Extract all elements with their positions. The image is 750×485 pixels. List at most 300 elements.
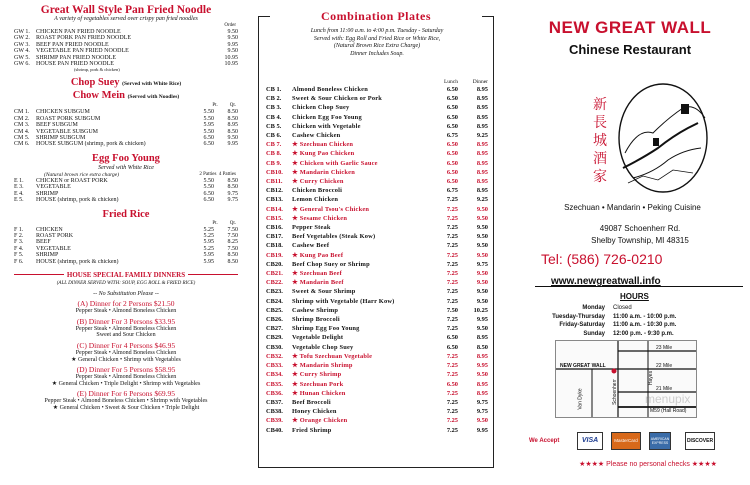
combo-lunch-price: 6.75 — [446, 187, 458, 195]
item-code: E 3. — [14, 184, 24, 191]
combo-lunch-price: 6.50 — [446, 141, 458, 149]
item-name: BEEF SUBGUM — [36, 122, 78, 129]
combo-lunch-price: 6.50 — [446, 95, 458, 103]
egg-sub2: (Natural brown rice extra charge) — [44, 171, 120, 178]
item-name: VEGETABLE — [36, 245, 71, 252]
hours-day: Monday — [582, 305, 605, 311]
rice-title: Fried Rice — [102, 208, 150, 220]
item-code: GW 6. — [14, 61, 30, 68]
combo-name: Chicken with Vegetable — [292, 122, 361, 130]
item-price: 10.95 — [224, 61, 238, 68]
combo-lunch-price: 7.25 — [446, 362, 458, 370]
item-price: 9.50 — [227, 29, 238, 35]
combo-dinner-price: 9.50 — [476, 270, 488, 278]
combo-row — [266, 416, 488, 425]
combo-lunch-price: 7.25 — [446, 242, 458, 250]
combo-lunch-price: 7.25 — [446, 270, 458, 278]
address-line1: 49087 Schoenherr Rd. — [599, 224, 681, 233]
family-dinner — [14, 299, 238, 315]
col-2-patties: 2 Patties — [199, 171, 217, 177]
family-dinner-line1: Pepper Steak • Almond Boneless Chicken • Shrimp with Vegetables — [44, 398, 208, 405]
combo-lunch-price: 6.50 — [446, 150, 458, 158]
combo-lunch-price: 6.50 — [446, 168, 458, 176]
combo-info4: Dinner Includes Soup. — [350, 50, 404, 57]
combo-lunch-price: 7.25 — [446, 408, 458, 416]
combo-code: CB39. — [266, 417, 283, 425]
combo-dinner-price: 8.95 — [476, 380, 488, 388]
item-price: 7.50 — [227, 245, 238, 252]
brand-panel — [505, 0, 750, 485]
combo-name: Sweet & Sour Chicken or Pork — [292, 95, 383, 103]
item-name: VEGETABLE — [36, 184, 71, 191]
combo-row — [266, 361, 488, 370]
combo-dinner-price: 8.95 — [476, 86, 488, 93]
combo-code: CB32. — [266, 352, 283, 360]
combo-row — [266, 223, 488, 232]
combo-code: CB20. — [266, 260, 283, 268]
col-order: Order — [224, 23, 236, 28]
family-rule-left — [14, 274, 64, 275]
family-dinner-line2: ★ General Chicken • Shrimp with Vegetables — [71, 356, 181, 363]
combo-lunch-price: 6.50 — [446, 159, 458, 167]
chinese-name-vertical — [591, 96, 609, 186]
combo-row — [266, 94, 488, 103]
combo-name: Vegetable Delight — [292, 334, 344, 342]
item-name: SHRIMP PAN FRIED NOODLE — [36, 54, 117, 61]
map-road-vandyke: Van Dyke — [577, 388, 584, 410]
item-price: 10.95 — [224, 54, 238, 61]
item-code: E 1. — [14, 177, 24, 184]
item-price: 9.75 — [227, 197, 238, 204]
hours-day: Sunday — [583, 330, 605, 337]
combo-code: CB26. — [266, 316, 283, 324]
item-name: CHICKEN SUBGUM — [36, 109, 90, 116]
combo-code: CB10. — [266, 168, 283, 176]
combo-dinner-price: 9.50 — [476, 288, 488, 296]
item-name: ROAST PORK PAN FRIED NOODLE — [36, 35, 132, 42]
combo-row — [266, 297, 488, 306]
combo-lunch-price: 6.50 — [446, 178, 458, 186]
combo-code: CB 8. — [266, 150, 282, 158]
combination-info — [264, 28, 490, 58]
combo-code: CB 3. — [266, 104, 282, 112]
combo-lunch-price: 7.25 — [446, 297, 458, 305]
combo-name: Lemon Chicken — [292, 196, 339, 204]
family-dinner-line1: Pepper Steak • Almond Boneless Chicken — [75, 374, 177, 381]
chopsuey-row — [14, 141, 238, 147]
item-price: 8.50 — [227, 258, 238, 265]
combo-dinner-price: 8.95 — [476, 168, 488, 176]
combo-dinner-price: 9.50 — [476, 371, 488, 379]
item-name: ROAST PORK — [36, 232, 74, 239]
combo-code: CB17. — [266, 233, 283, 241]
combo-name: Beef Chop Suey or Shrimp — [292, 260, 370, 268]
combo-lunch-price: 6.75 — [446, 132, 458, 140]
hours-row — [535, 330, 745, 339]
item-price: 8.50 — [227, 109, 238, 116]
watermark: menupix — [645, 392, 691, 406]
hours-time: Closed — [613, 305, 632, 311]
combo-lunch-price: 7.25 — [446, 214, 458, 222]
family-dinner-line2: ★ General Chicken • Sweet & Sour Chicken • Triple Delight — [52, 404, 200, 411]
noodle-title: Great Wall Style Pan Fried Noodle — [40, 4, 212, 16]
item-code: CM 1. — [14, 109, 30, 116]
combo-code: CB19. — [266, 251, 283, 259]
combo-lunch-price: 6.50 — [446, 343, 458, 351]
combo-dinner-price: 8.95 — [476, 95, 488, 103]
egg-title: Egg Foo Young — [92, 152, 160, 164]
hours-row — [535, 313, 745, 322]
combo-row — [266, 113, 488, 122]
combo-name: ★ Szechuan Beef — [292, 270, 342, 278]
combo-name: ★ Chicken with Garlic Sauce — [292, 159, 378, 167]
location-map — [555, 340, 697, 418]
combo-dinner-price: 8.95 — [476, 104, 488, 112]
combo-name: ★ Mandarin Shrimp — [292, 362, 353, 370]
brand-tagline: Chinese Restaurant — [568, 42, 692, 57]
col-lunch: Lunch — [443, 79, 458, 85]
item-price: 9.50 — [227, 48, 238, 55]
item-name: HOUSE PAN FRIED NOODLE — [36, 61, 114, 68]
cuisine-line: Szechuan • Mandarin • Peking Cuisine — [564, 203, 701, 212]
combo-code: CB 1. — [266, 86, 282, 93]
combo-dinner-price: 8.95 — [476, 159, 488, 167]
item-code: GW 4. — [14, 48, 30, 55]
combo-row — [266, 149, 488, 158]
item-code: GW 2. — [14, 35, 30, 42]
family-rule-right — [188, 274, 238, 275]
combo-row — [266, 159, 488, 168]
combo-dinner-price: 8.95 — [476, 334, 488, 342]
map-road-21mile: 21 Mile — [656, 386, 673, 392]
combo-row — [266, 168, 488, 177]
combo-row — [266, 205, 488, 214]
combo-info1: Lunch from 11:00 a.m. to 4:00 p.m. Tuesday - Saturday — [310, 28, 444, 34]
family-dinner-title: (C) Dinner For 4 Persons $46.95 — [76, 340, 176, 350]
rice-list — [14, 227, 238, 265]
combo-dinner-price: 9.50 — [476, 214, 488, 222]
item-price: 8.25 — [227, 239, 238, 246]
combo-dinner-price: 9.75 — [476, 398, 488, 406]
combo-lunch-price: 6.50 — [446, 380, 458, 388]
map-road-22mile: 22 Mile — [656, 363, 673, 369]
item-code: CM 5. — [14, 135, 30, 142]
website[interactable]: www.newgreatwall.info — [551, 276, 661, 287]
item-name: SHRIMP — [36, 190, 59, 197]
item-name: ROAST PORK SUBGUM — [36, 115, 101, 122]
family-title: HOUSE SPECIAL FAMILY DINNERS — [66, 270, 186, 279]
item-price: 8.50 — [227, 128, 238, 135]
combo-code: CB24. — [266, 297, 283, 305]
combo-code: CB35. — [266, 380, 283, 388]
map-road-23mile: 23 Mile — [656, 345, 673, 351]
item-code: F 5. — [14, 252, 24, 259]
combo-name: Almond Boneless Chicken — [292, 86, 368, 93]
item-code: F 3. — [14, 239, 24, 246]
item-price: 5.25 — [203, 226, 214, 233]
combo-lunch-price: 6.50 — [446, 86, 458, 93]
item-price: 5.25 — [203, 232, 214, 239]
combo-name: ★ Hunan Chicken — [292, 389, 346, 397]
combo-row — [266, 278, 488, 287]
combo-lunch-price: 6.50 — [446, 122, 458, 130]
combo-dinner-price: 9.50 — [476, 251, 488, 259]
combo-row — [266, 241, 488, 250]
noodle-subtitle: A variety of vegetables served over crispy pan fried noodles — [54, 16, 198, 22]
combo-row — [266, 398, 488, 407]
col-dinner: Dinner — [472, 79, 488, 85]
col-qt: Qt. — [229, 103, 236, 109]
egg-row — [14, 197, 238, 203]
item-name: VEGETABLE SUBGUM — [36, 128, 99, 135]
combo-code: CB12. — [266, 187, 283, 195]
item-name: SHRIMP — [36, 252, 59, 259]
combo-row — [266, 315, 488, 324]
combo-row — [266, 426, 488, 435]
combo-lunch-price: 7.25 — [446, 233, 458, 241]
combo-dinner-price: 9.50 — [476, 297, 488, 305]
combo-row — [266, 343, 488, 352]
combo-row — [266, 103, 488, 112]
card-discover: DISCOVER — [685, 432, 715, 450]
combo-row — [266, 195, 488, 204]
family-dinner-title: (A) Dinner for 2 Persons $21.50 — [77, 299, 175, 309]
egg-list — [14, 178, 238, 204]
combo-lunch-price: 7.25 — [446, 325, 458, 333]
combo-name: ★ Mandarin Beef — [292, 279, 344, 287]
item-price: 8.50 — [227, 252, 238, 259]
combo-code: CB 6. — [266, 132, 282, 140]
item-name: HOUSE (shrimp, pork & chicken) — [36, 258, 119, 265]
item-name: HOUSE SUBGUM (shrimp, pork & chicken) — [36, 141, 146, 148]
combo-dinner-price: 9.25 — [476, 196, 488, 204]
item-code: CM 3. — [14, 122, 30, 129]
item-price: 8.50 — [227, 115, 238, 122]
phone-number[interactable]: (586) 726-0210 — [566, 251, 663, 267]
combo-name: Shrimp Egg Foo Young — [292, 325, 360, 333]
combo-name: Shrimp with Vegetable (Harr Kow) — [292, 297, 395, 305]
combo-lunch-price: 6.50 — [446, 104, 458, 112]
combo-name: ★ Kung Pao Beef — [292, 251, 344, 259]
combo-info2: Served with: Egg Roll and Fried Rice or White Rice, — [313, 35, 441, 42]
combo-name: ★ Szechuan Pork — [292, 380, 344, 388]
item-price: 8.50 — [227, 177, 238, 184]
combo-dinner-price: 9.95 — [476, 426, 488, 434]
family-list — [14, 299, 238, 411]
item-name: SHRIMP SUBGUM — [36, 135, 86, 142]
rice-col-qt: Qt. — [229, 220, 236, 226]
combo-row — [266, 269, 488, 278]
item-price: 8.50 — [227, 184, 238, 191]
combo-name: ★ Tofu Szechuan Vegetable — [292, 352, 373, 360]
combo-lunch-price: 7.25 — [446, 205, 458, 213]
combo-name: ★ General Tsou's Chicken — [292, 205, 370, 213]
combo-lunch-price: 7.25 — [446, 389, 458, 397]
item-code: CM 6. — [14, 141, 30, 148]
rice-col-pt: Pt. — [212, 220, 218, 226]
combo-row — [266, 324, 488, 333]
combo-code: CB16. — [266, 224, 283, 232]
egg-sub1: Served with White Rice — [98, 164, 154, 171]
item-price: 6.50 — [203, 190, 214, 197]
combo-dinner-price: 9.50 — [476, 279, 488, 287]
combo-code: CB37. — [266, 398, 283, 406]
combo-lunch-price: 7.25 — [446, 426, 458, 434]
family-dinner — [14, 365, 238, 387]
col-pt: Pt. — [212, 103, 218, 109]
chinese-name-text: 新長城酒家 — [593, 97, 607, 185]
combo-code: CB34. — [266, 371, 283, 379]
combo-dinner-price: 9.50 — [476, 242, 488, 250]
combo-lunch-price: 7.25 — [446, 371, 458, 379]
combo-row — [266, 306, 488, 315]
combo-dinner-price: 8.95 — [476, 389, 488, 397]
hours-time: 11:00 a.m. - 10:30 p.m. — [613, 322, 677, 328]
combo-code: CB18. — [266, 242, 283, 250]
combo-name: ★ Szechuan Chicken — [292, 141, 354, 149]
item-price: 5.50 — [203, 184, 214, 191]
item-code: E 4. — [14, 190, 24, 197]
family-dinner-title: (B) Dinner For 3 Persons $33.95 — [76, 316, 176, 326]
combo-lunch-price: 6.50 — [446, 113, 458, 121]
family-dinner-line2: Sweet and Sour Chicken — [96, 332, 156, 339]
combo-row — [266, 287, 488, 296]
tel-label: Tel: — [541, 251, 563, 267]
combo-info3: (Natural Brown Rice Extra Charge) — [333, 43, 421, 49]
combo-name: Vegetable Chop Suey — [292, 343, 354, 351]
combo-dinner-price: 9.75 — [476, 260, 488, 268]
combo-code: CB27. — [266, 325, 283, 333]
item-price: 5.50 — [203, 177, 214, 184]
item-code: CM 2. — [14, 115, 30, 122]
combo-code: CB33. — [266, 362, 283, 370]
item-code: CM 4. — [14, 128, 30, 135]
family-dinner-line1: Pepper Steak • Almond Boneless Chicken — [75, 308, 177, 315]
left-menu-panel — [0, 0, 248, 485]
item-name: HOUSE (shrimp, pork & chicken) — [36, 197, 119, 204]
item-price: 5.95 — [203, 252, 214, 259]
map-restaurant-label: NEW GREAT WALL — [560, 363, 606, 369]
combo-name: Cashew Shrimp — [292, 306, 339, 314]
chopsuey-list — [14, 109, 238, 147]
combo-name: ★ Mandarin Chicken — [292, 168, 355, 176]
map-road-m59: M59 (Hall Road) — [650, 408, 687, 414]
family-dinner-title: (E) Dinner For 6 Persons $69.95 — [77, 389, 175, 399]
combo-dinner-price: 8.95 — [476, 122, 488, 130]
item-price: 5.25 — [203, 245, 214, 252]
combo-dinner-price: 9.95 — [476, 362, 488, 370]
combo-row — [266, 232, 488, 241]
combo-code: CB21. — [266, 270, 283, 278]
no-checks-note: ★★★★ Please no personal checks ★★★★ — [579, 461, 717, 468]
combo-row — [266, 122, 488, 131]
combo-row — [266, 140, 488, 149]
hours-list — [535, 304, 745, 338]
combo-row — [266, 214, 488, 223]
combo-code: CB29. — [266, 334, 283, 342]
combo-row — [266, 380, 488, 389]
item-price: 8.95 — [227, 122, 238, 129]
family-dinner — [14, 341, 238, 363]
item-price: 5.95 — [203, 122, 214, 129]
combo-code: CB30. — [266, 343, 283, 351]
combo-name: Chicken Chop Suey — [292, 104, 350, 112]
item-price: 5.50 — [203, 109, 214, 116]
combo-dinner-price: 9.95 — [476, 316, 488, 324]
family-dinner-title: (D) Dinner For 5 Persons $58.95 — [76, 365, 176, 375]
item-price: 6.50 — [203, 197, 214, 204]
combo-lunch-price: 7.25 — [446, 288, 458, 296]
chopsuey-title — [14, 77, 238, 90]
family-dinner-line2: ★ General Chicken • Triple Delight • Shrimp with Vegetables — [51, 380, 201, 387]
noodle-list — [14, 29, 238, 67]
combo-row — [266, 352, 488, 361]
combo-row — [266, 186, 488, 195]
combo-row — [266, 333, 488, 342]
combo-lunch-price: 6.50 — [446, 334, 458, 342]
col-4-patties: 4 Patties — [218, 171, 236, 177]
family-dinner-line1: Pepper Steak • Almond Boneless Chicken — [75, 325, 177, 332]
combo-code: CB 2. — [266, 95, 282, 103]
combo-name: Beef Broccoli — [292, 398, 331, 406]
chowmein-title — [14, 90, 238, 103]
card-amex: AMERICAN EXPRESS — [649, 432, 671, 450]
item-price: 9.95 — [227, 141, 238, 148]
combo-dinner-price: 9.25 — [476, 132, 488, 140]
combo-lunch-price: 7.25 — [446, 251, 458, 259]
combo-code: CB23. — [266, 288, 283, 296]
combo-code: CB36. — [266, 389, 283, 397]
combo-dinner-price: 9.50 — [476, 224, 488, 232]
combo-code: CB15. — [266, 214, 283, 222]
item-code: F 2. — [14, 232, 24, 239]
combo-code: CB22. — [266, 279, 283, 287]
item-name: CHICKEN — [36, 226, 63, 233]
card-mastercard: MasterCard — [611, 432, 641, 450]
item-name: BEEF — [36, 239, 51, 246]
chopsuey-title2: Chow Mein — [72, 90, 125, 102]
combo-name: Chicken Broccoli — [292, 187, 343, 195]
item-price: 6.50 — [203, 141, 214, 148]
combo-code: CB38. — [266, 408, 283, 416]
combo-row — [266, 407, 488, 416]
item-price: 5.50 — [203, 128, 214, 135]
combo-name: ★ Orange Chicken — [292, 417, 348, 425]
combo-lunch-price: 7.25 — [446, 260, 458, 268]
chopsuey-note1: (Served with White Rice) — [122, 81, 182, 88]
combo-dinner-price: 8.95 — [476, 150, 488, 158]
item-price: 5.95 — [203, 239, 214, 246]
chopsuey-title1: Chop Suey — [70, 77, 120, 89]
combo-name: Cashew Beef — [292, 242, 330, 250]
divider — [535, 286, 743, 287]
combo-code: CB13. — [266, 196, 283, 204]
combo-code: CB25. — [266, 306, 283, 314]
phone-row — [541, 251, 741, 267]
combo-dinner-price: 9.50 — [476, 417, 488, 425]
combo-dinner-price: 8.95 — [476, 187, 488, 195]
item-price: 5.95 — [203, 258, 214, 265]
combo-code: CB 5. — [266, 122, 282, 130]
family-note: (ALL DINNER SERVED WITH: SOUP, EGG ROLL & FRIED RICE) — [56, 280, 196, 286]
combo-dinner-price: 8.50 — [476, 343, 488, 351]
item-code: GW 3. — [14, 41, 30, 48]
combo-name: ★ Sesame Chicken — [292, 214, 348, 222]
family-dinner — [14, 389, 238, 411]
combo-name: Chicken Egg Foo Young — [292, 113, 362, 121]
hours-title: HOURS — [620, 292, 649, 301]
combo-row — [266, 370, 488, 379]
